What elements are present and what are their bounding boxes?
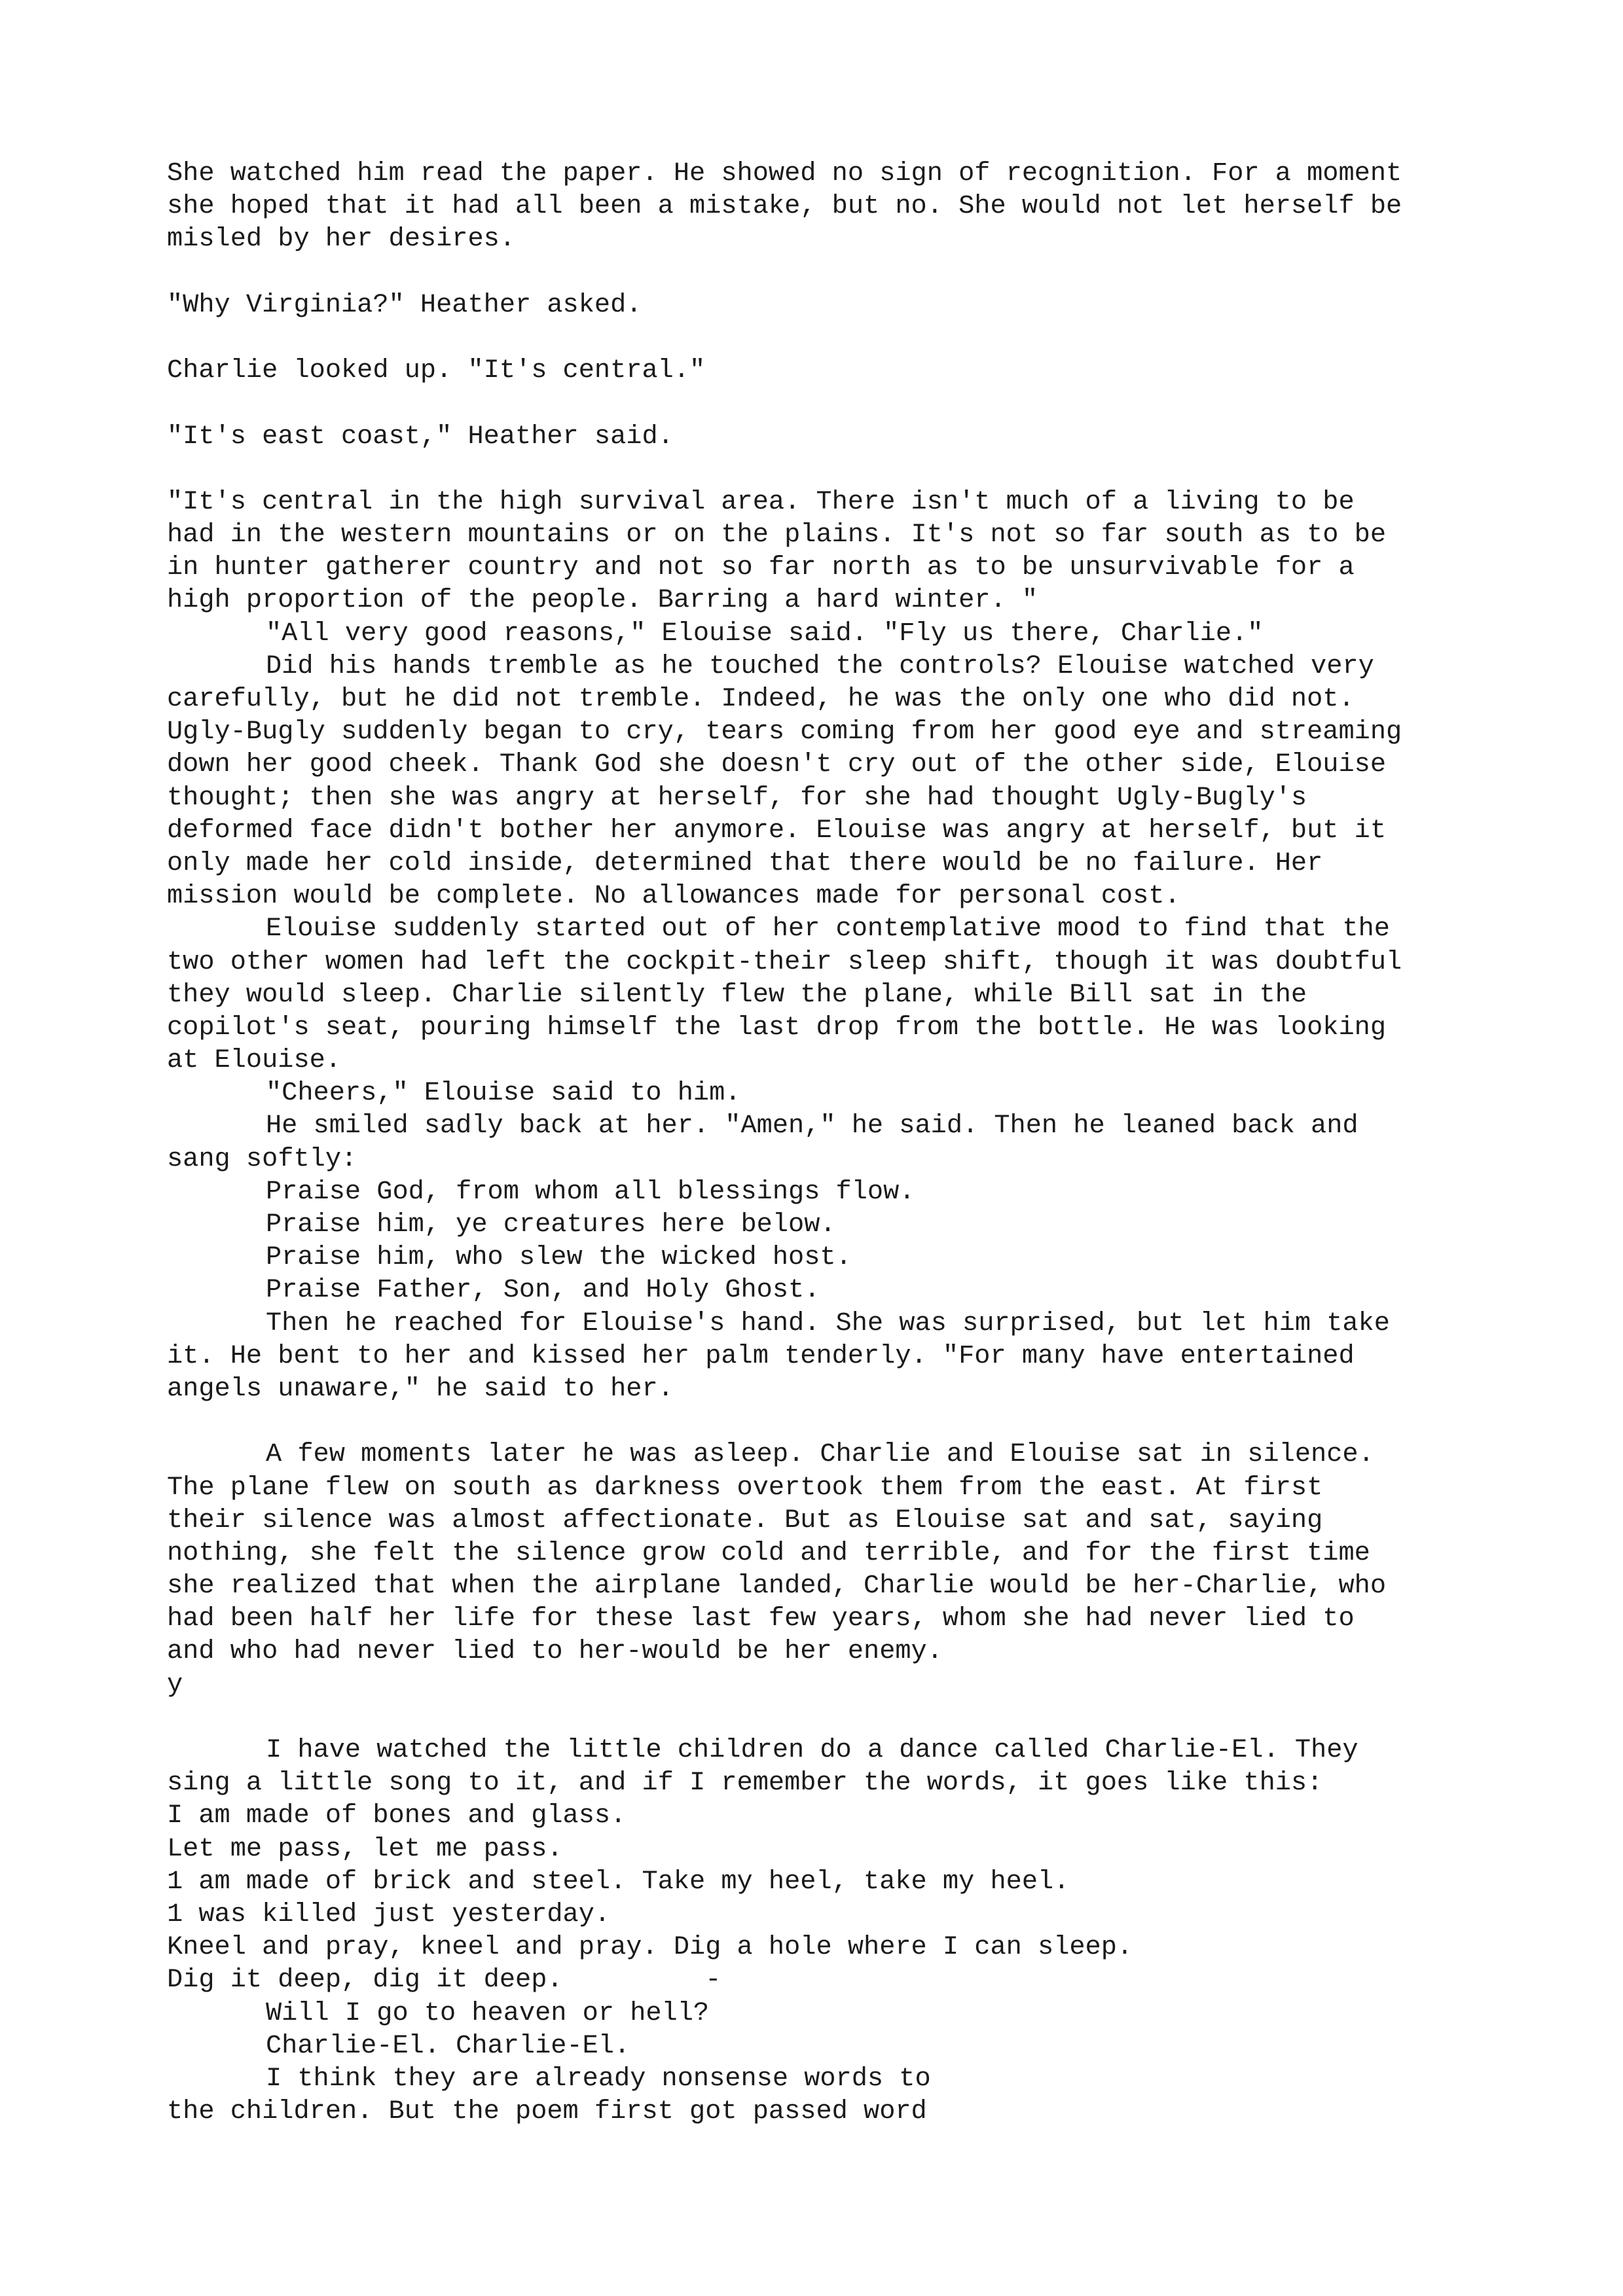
text-line: She watched him read the paper. He showed no sign of recognition. For a moment [167,158,1402,188]
hymn-line: Praise God, from whom all blessings flow. [266,1176,915,1207]
song-line: Let me pass, let me pass. [167,1833,563,1864]
text-line: Ugly-Bugly suddenly began to cry, tears coming from her good eye and streaming [167,717,1402,747]
song-line: Will I go to heaven or hell? [266,1998,710,2028]
text-line: Did his hands tremble as he touched the controls? Elouise watched very [266,651,1374,681]
text-line: she realized that when the airplane landed, Charlie would be her-Charlie, who [167,1571,1387,1602]
text-line: two other women had left the cockpit-their sleep shift, though it was doubtful [167,946,1402,977]
text-line: mission would be complete. No allowances made for personal cost. [167,881,1180,912]
text-line: Then he reached for Elouise's hand. She was surprised, but let him take [266,1308,1390,1338]
text-line: sang softly: [167,1143,357,1174]
text-line: "It's central in the high survival area. There isn't much of a living to be [167,486,1355,517]
text-line: Charlie looked up. "It's central." [167,355,706,386]
text-line: she hoped that it had all been a mistake, but no. She would not let herself be [167,191,1402,222]
text-line: they would sleep. Charlie silently flew the plane, while Bill sat in the [167,979,1307,1010]
hymn-line: Praise him, ye creatures here below. [266,1210,836,1240]
text-line: down her good cheek. Thank God she doesn't cry out of the other side, Elouise [167,749,1387,780]
text-line: misled by her desires. [167,224,516,255]
hymn-line: Praise Father, Son, and Holy Ghost. [266,1275,820,1306]
text-line: thought; then she was angry at herself, for she had thought Ugly-Bugly's [167,782,1307,813]
hymn-line: Praise him, who slew the wicked host. [266,1242,852,1273]
text-line: "Why Virginia?" Heather asked. [167,289,642,320]
blank-line [167,387,1476,420]
blank-line [167,1701,1476,1734]
text-line: A few moments later he was asleep. Charlie and Elouise sat in silence. [266,1439,1374,1470]
song-line: Charlie-El. Charlie-El. [266,2030,630,2061]
song-line: Kneel and pray, kneel and pray. Dig a hole where I can sleep. [167,1932,1133,1963]
text-line: nothing, she felt the silence grow cold and terrible, and for the first time [167,1537,1370,1568]
text-line: high proportion of the people. Barring a hard winter. " [167,585,1038,616]
song-line: Dig it deep, dig it deep. - [167,1965,721,1996]
text-line: Elouise suddenly started out of her contemplative mood to find that the [266,914,1390,944]
blank-line [167,256,1476,289]
text-line: "All very good reasons," Elouise said. "Fly us there, Charlie." [266,618,1264,649]
blank-line [167,453,1476,486]
text-line: I think they are already nonsense words to [266,2063,931,2094]
text-line: The plane flew on south as darkness overtook them from the east. At first [167,1472,1323,1503]
blank-line [167,321,1476,354]
text-line: had in the western mountains or on the plains. It's not so far south as to be [167,520,1387,550]
text-line: their silence was almost affectionate. But as Elouise sat and sat, saying [167,1505,1323,1535]
text-line: in hunter gatherer country and not so far north as to be unsurvivable for a [167,552,1355,583]
text-line: "It's east coast," Heather said. [167,421,674,452]
text-line: copilot's seat, pouring himself the last drop from the bottle. He was looking [167,1012,1387,1043]
text-line: sing a little song to it, and if I remember the words, it goes like this: [167,1768,1323,1799]
song-line: I am made of bones and glass. [167,1801,627,1831]
text-line: "Cheers," Elouise said to him. [266,1078,741,1109]
text-line: had been half her life for these last few years, whom she had never lied to [167,1604,1355,1634]
body-text [167,157,1476,2128]
text-line: angels unaware," he said to her. [167,1373,674,1404]
section-break-mark: y [167,1669,183,1700]
blank-line [167,1405,1476,1438]
text-line: it. He bent to her and kissed her palm tenderly. "For many have entertained [167,1340,1355,1371]
song-line: 1 was killed just yesterday. [167,1899,611,1929]
text-line: the children. But the poem first got passed word [167,2096,927,2127]
text-line: deformed face didn't bother her anymore. Elouise was angry at herself, but it [167,815,1387,846]
text-line: He smiled sadly back at her. "Amen," he said. Then he leaned back and [266,1111,1359,1141]
text-line: at Elouise. [167,1045,342,1076]
song-line: 1 am made of brick and steel. Take my heel, take my heel. [167,1866,1070,1897]
text-line: carefully, but he did not tremble. Indeed, he was the only one who did not. [167,684,1355,714]
text-line: I have watched the little children do a dance called Charlie-El. They [266,1735,1359,1765]
text-line: and who had never lied to her-would be her enemy. [167,1636,943,1667]
text-line: only made her cold inside, determined that there would be no failure. Her [167,848,1323,878]
